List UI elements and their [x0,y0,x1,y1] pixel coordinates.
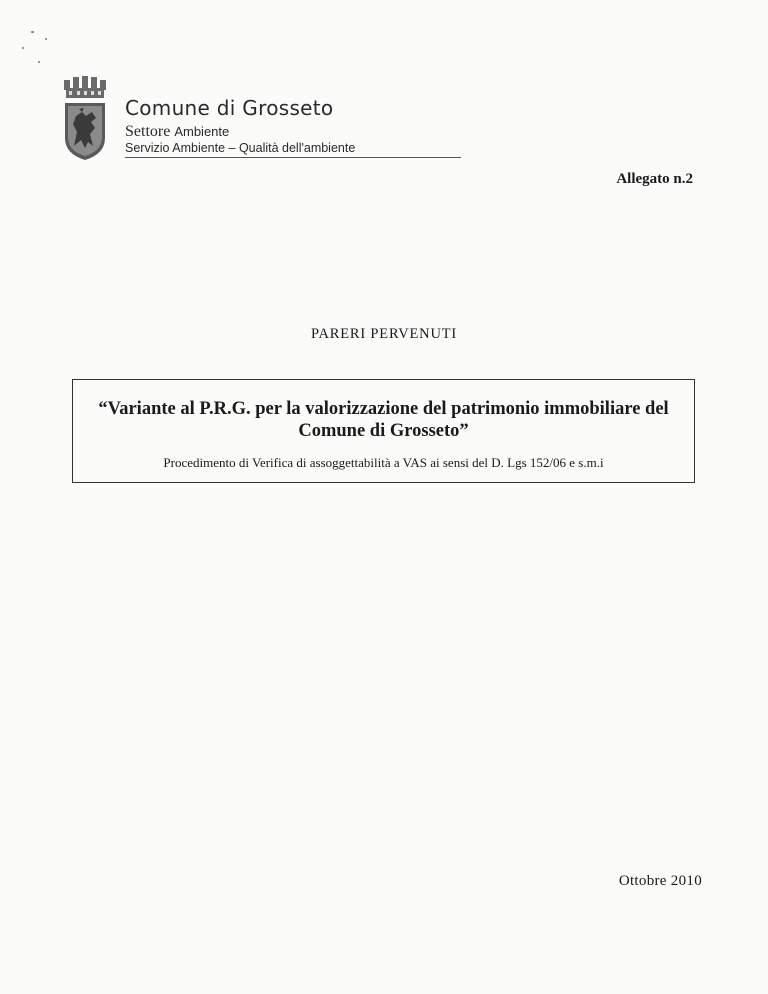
project-title-line: “Variante al P.R.G. per la valorizzazione del patrimonio immobiliare del [98,399,669,419]
scan-speck [38,61,40,63]
project-title-line: Comune di Grosseto” [298,421,469,441]
sector-line [125,123,229,141]
section-heading: PARERI PERVENUTI [310,326,458,342]
annex-label: Allegato n.2 [616,171,693,187]
municipality-name: Comune di Grosseto [125,96,334,120]
scan-speck [31,31,34,33]
service-name: Servizio Ambiente – Qualità dell'ambiente [125,141,356,155]
coat-of-arms-icon [60,76,110,162]
document-date: Ottobre 2010 [618,873,702,889]
scan-speck [45,38,47,40]
project-title [73,398,694,442]
sector-label: Settore [125,123,171,140]
scan-speck [22,47,24,49]
project-box [72,379,695,483]
header-divider [125,157,461,158]
procedure-text: Procedimento di Verifica di assoggettabilità a VAS ai sensi del D. Lgs 152/06 e s.m.i [163,455,604,470]
sector-name: Ambiente [174,124,230,139]
